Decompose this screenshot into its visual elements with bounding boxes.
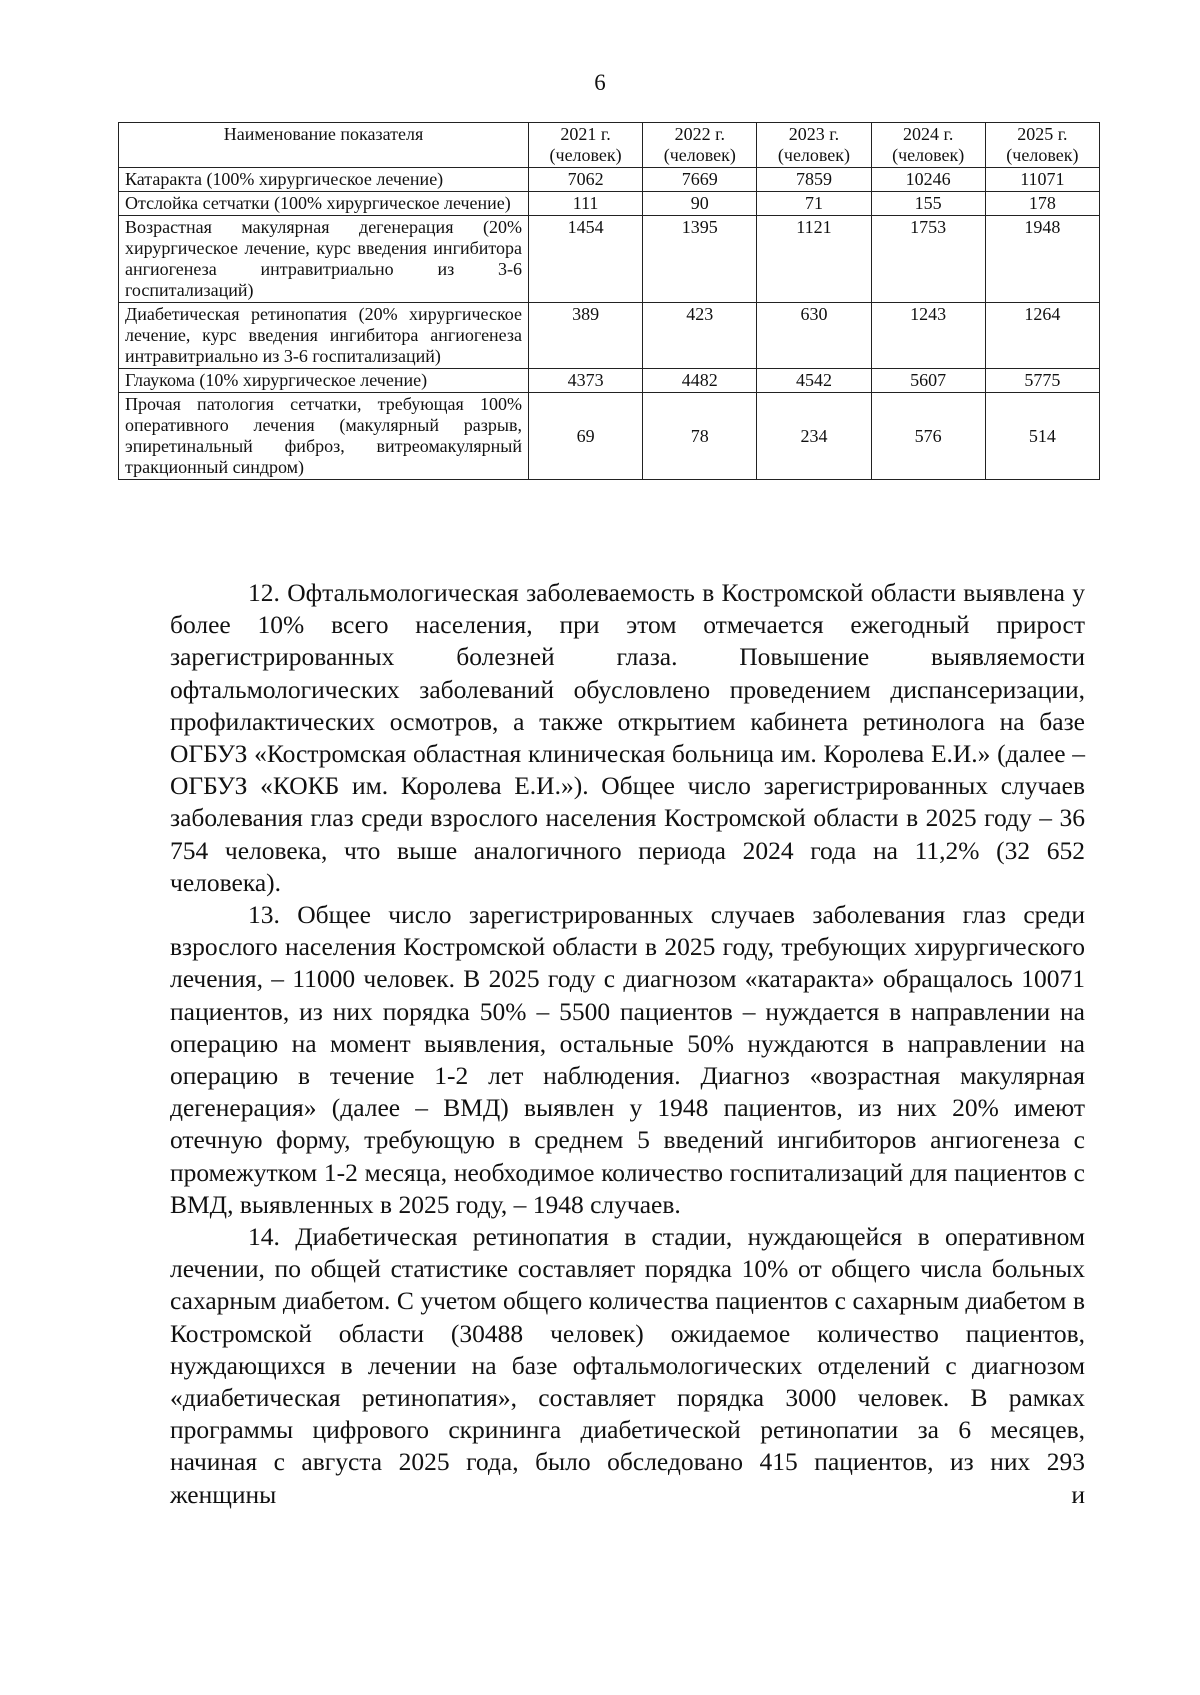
cell-2025: 178 — [985, 192, 1099, 216]
header-unit: (человек) — [1006, 145, 1079, 165]
paragraph-13: 13. Общее число зарегистрированных случаев заболевания глаз среди взрослого населения Костромской области в 2025 году, требующих хирургического лечения, – 11000 человек. В 2025 году с диагнозом «катаракта» обращалось 10071 пациентов, из них порядка 50% – 5500 пациентов – нуждается в направлении на операцию на момент выявления, остальные 50% нуждаются в направлении на операцию в течение 1-2 лет наблюдения. Диагноз «возрастная макулярная дегенерация» (далее – ВМД) выявлен у 1948 пациентов, из них 20% имеют отечную форму, требующую в среднем 5 введений ингибиторов ангиогенеза с промежутком 1-2 месяца, необходимое количество госпитализаций для пациентов с ВМД, выявленных в 2025 году, – 1948 случаев. — [170, 900, 1085, 1219]
cell-2023: 4542 — [757, 369, 871, 393]
cell-2025: 1948 — [985, 216, 1099, 303]
cell-2022: 423 — [643, 303, 757, 369]
row-name: Диабетическая ретинопатия (20% хирургическое лечение, курс введения ингибитора ангиогенеза интравитриально из 3-6 госпитализаций) — [119, 303, 529, 369]
header-unit: (человек) — [663, 145, 736, 165]
indicators-table — [118, 122, 1100, 480]
row-name: Прочая патология сетчатки, требующая 100% оперативного лечения (макулярный разрыв, эпиретинальный фиброз, витреомакулярный тракционный синдром) — [119, 393, 529, 480]
row-name: Глаукома (10% хирургическое лечение) — [119, 369, 529, 393]
header-label: 2023 г. — [788, 124, 840, 144]
cell-2023: 234 — [757, 393, 871, 480]
paragraph-12: 12. Офтальмологическая заболеваемость в Костромской области выявлена у более 10% всего населения, при этом отмечается ежегодный прирост зарегистрированных болезней глаза. Повышение выявляемости офтальмологических заболеваний обусловлено проведением диспансеризации, профилактических осмотров, а также открытием кабинета ретинолога на базе ОГБУЗ «Костромская областная клиническая больница им. Королева Е.И.» (далее – ОГБУЗ «КОКБ им. Королева Е.И.»). Общее число зарегистрированных случаев заболевания глаз среди взрослого населения Костромской области в 2025 году – 36 754 человека, что выше аналогичного периода 2024 года на 11,2% (32 652 человека). — [170, 578, 1085, 897]
cell-2021: 389 — [529, 303, 643, 369]
cell-2024: 10246 — [871, 168, 985, 192]
cell-2021: 1454 — [529, 216, 643, 303]
table-row — [119, 393, 1100, 480]
cell-2022: 78 — [643, 393, 757, 480]
header-2025 — [985, 123, 1099, 168]
header-indicator-name — [119, 123, 529, 168]
row-name: Катаракта (100% хирургическое лечение) — [119, 168, 529, 192]
cell-2023: 1121 — [757, 216, 871, 303]
cell-2021: 69 — [529, 393, 643, 480]
cell-2023: 71 — [757, 192, 871, 216]
cell-2023: 7859 — [757, 168, 871, 192]
header-unit: (человек) — [549, 145, 622, 165]
table-row — [119, 168, 1100, 192]
cell-2022: 7669 — [643, 168, 757, 192]
cell-2021: 7062 — [529, 168, 643, 192]
page-number: 6 — [594, 70, 606, 95]
row-name: Отслойка сетчатки (100% хирургическое лечение) — [119, 192, 529, 216]
cell-2021: 111 — [529, 192, 643, 216]
body-text — [170, 577, 1085, 1511]
header-unit: (человек) — [892, 145, 965, 165]
header-label: 2021 г. — [560, 124, 611, 144]
header-label: 2025 г. — [1017, 124, 1068, 144]
header-2023 — [757, 123, 871, 168]
cell-2024: 5607 — [871, 369, 985, 393]
table-row — [119, 216, 1100, 303]
cell-2022: 90 — [643, 192, 757, 216]
cell-2024: 1243 — [871, 303, 985, 369]
cell-2023: 630 — [757, 303, 871, 369]
header-2022 — [643, 123, 757, 168]
header-2024 — [871, 123, 985, 168]
paragraph-14: 14. Диабетическая ретинопатия в стадии, нуждающейся в оперативном лечении, по общей статистике составляет порядка 10% от общего числа больных сахарным диабетом. С учетом общего количества пациентов с сахарным диабетом в Костромской области (30488 человек) ожидаемое количество пациентов, нуждающихся в лечении на базе офтальмологических отделений с диагнозом «диабетическая ретинопатия», составляет порядка 3000 человек. В рамках программы цифрового скрининга диабетической ретинопатии за 6 месяцев, начиная с августа 2025 года, было обследовано 415 пациентов, из них 293 женщины и — [170, 1222, 1085, 1509]
header-unit: (человек) — [777, 145, 851, 165]
table-row — [119, 192, 1100, 216]
cell-2024: 576 — [871, 393, 985, 480]
cell-2024: 155 — [871, 192, 985, 216]
cell-2025: 5775 — [985, 369, 1099, 393]
row-name: Возрастная макулярная дегенерация (20% хирургическое лечение, курс введения ингибитора ангиогенеза интравитриально из 3-6 госпитализаций) — [119, 216, 529, 303]
table-row — [119, 303, 1100, 369]
table-row — [119, 369, 1100, 393]
header-label: 2022 г. — [674, 124, 725, 144]
table-header-row — [119, 123, 1100, 168]
cell-2021: 4373 — [529, 369, 643, 393]
cell-2024: 1753 — [871, 216, 985, 303]
cell-2022: 1395 — [643, 216, 757, 303]
header-label: Наименование показателя — [223, 124, 424, 144]
header-label: 2024 г. — [902, 124, 954, 144]
cell-2025: 11071 — [985, 168, 1099, 192]
header-2021 — [529, 123, 643, 168]
cell-2022: 4482 — [643, 369, 757, 393]
cell-2025: 514 — [985, 393, 1099, 480]
cell-2025: 1264 — [985, 303, 1099, 369]
